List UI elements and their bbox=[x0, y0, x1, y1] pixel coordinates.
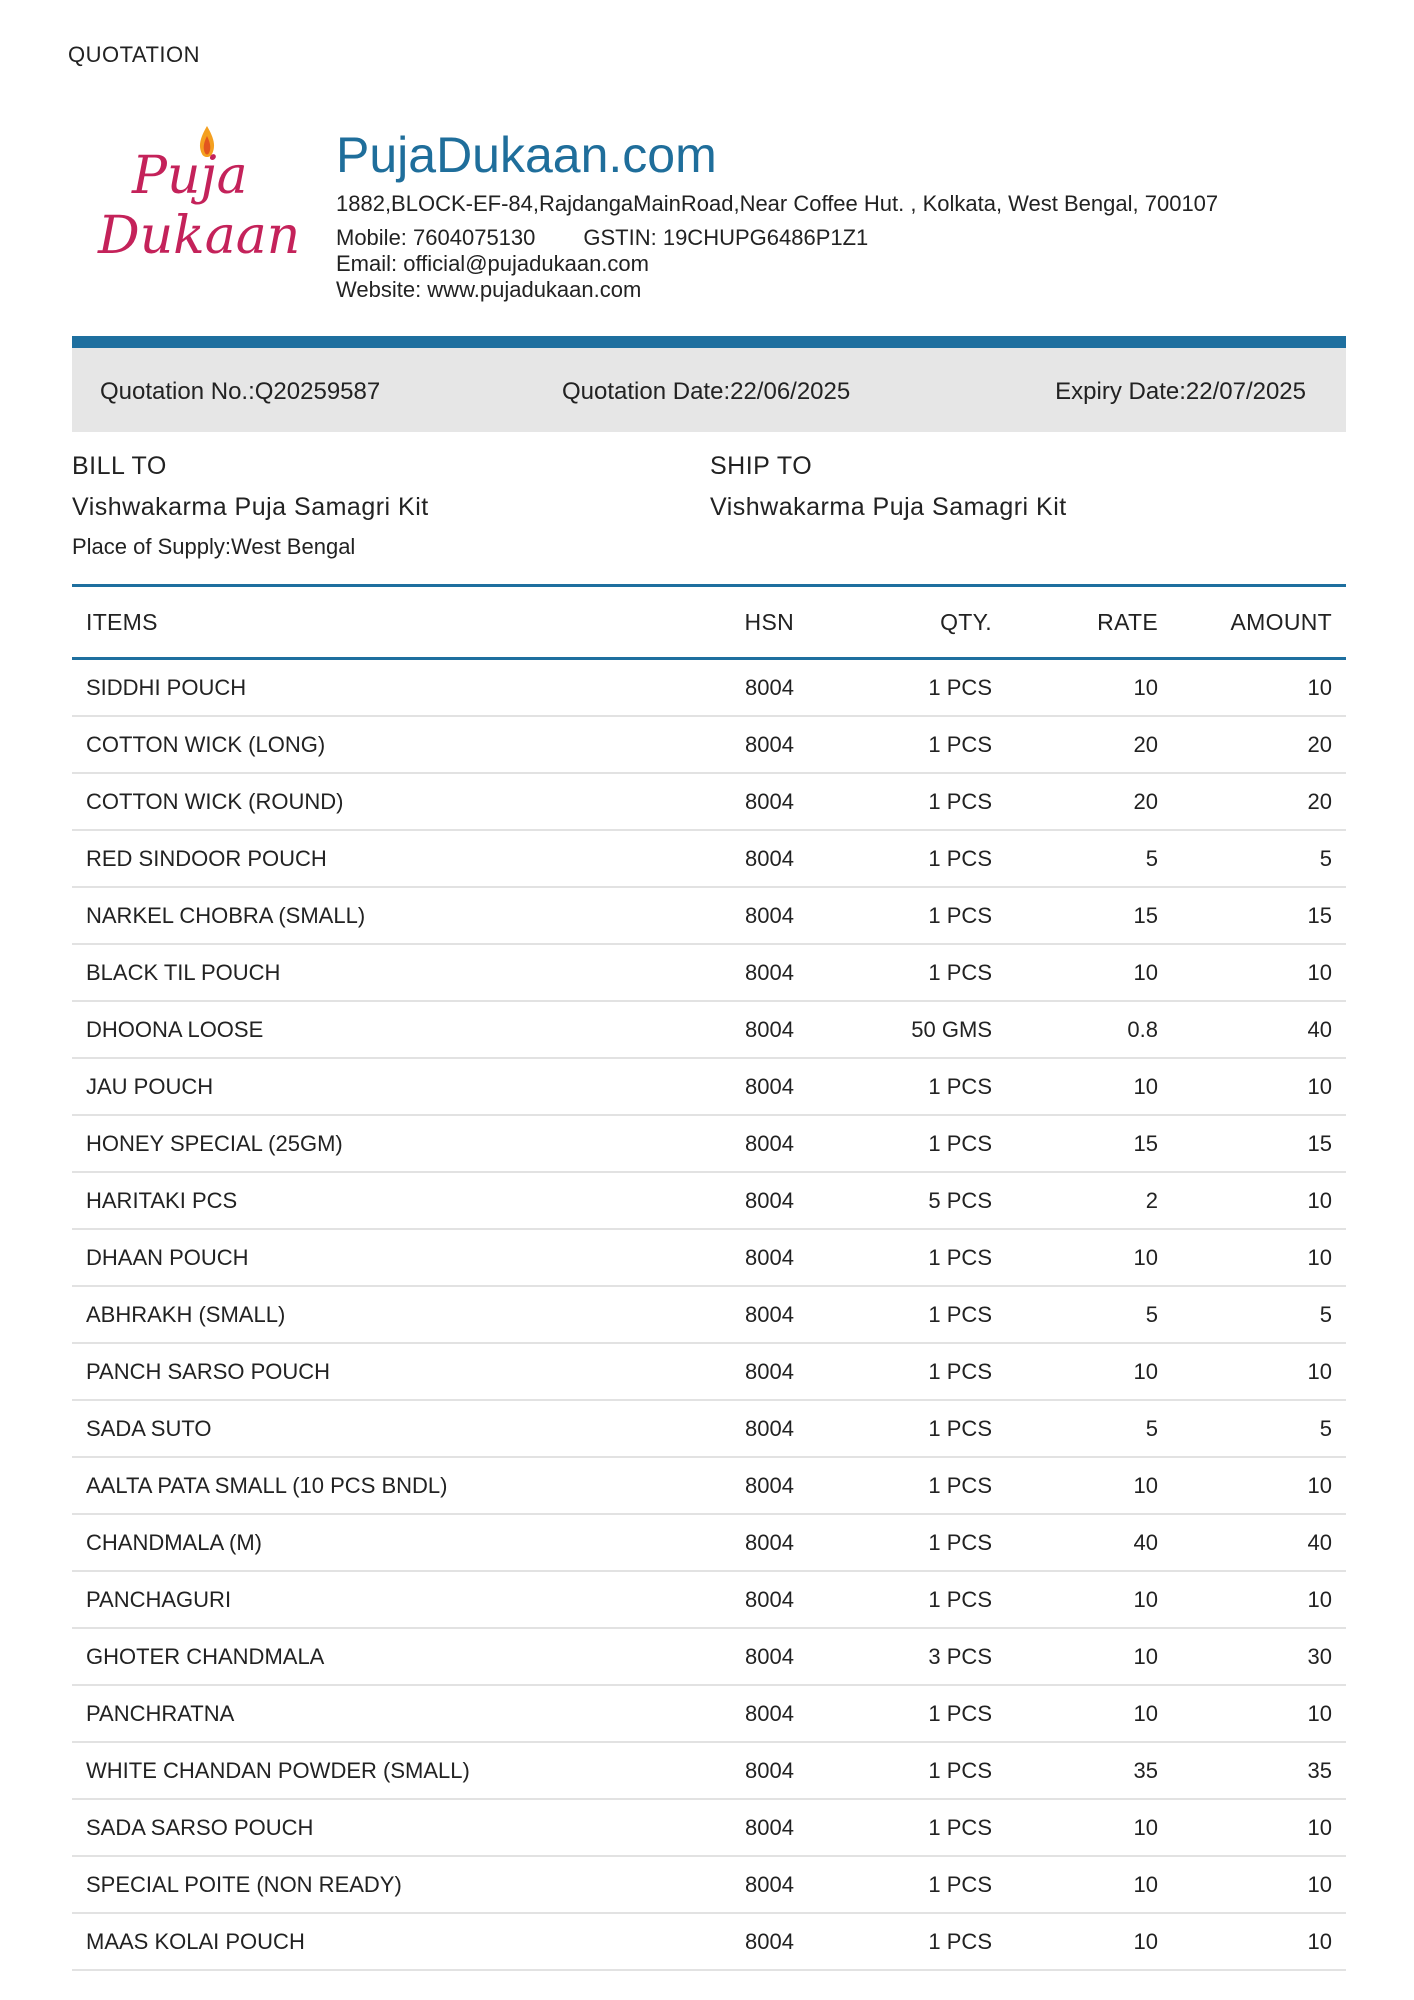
cell-rate: 10 bbox=[1006, 1229, 1172, 1286]
table-row bbox=[72, 1799, 1346, 1856]
quotation-number: Quotation No.:Q20259587 bbox=[100, 378, 381, 405]
cell-item: COTTON WICK (LONG) bbox=[72, 716, 700, 773]
cell-rate: 2 bbox=[1006, 1172, 1172, 1229]
cell-item: AALTA PATA SMALL (10 PCS BNDL) bbox=[72, 1457, 700, 1514]
table-row bbox=[72, 773, 1346, 830]
cell-amount: 10 bbox=[1172, 1457, 1346, 1514]
cell-rate: 40 bbox=[1006, 1514, 1172, 1571]
cell-hsn: 8004 bbox=[700, 1229, 808, 1286]
cell-hsn: 8004 bbox=[700, 1514, 808, 1571]
cell-hsn: 8004 bbox=[700, 1286, 808, 1343]
cell-qty: 1 PCS bbox=[808, 1058, 1006, 1115]
cell-rate: 20 bbox=[1006, 773, 1172, 830]
cell-amount: 10 bbox=[1172, 1913, 1346, 1970]
cell-item: GHOTER CHANDMALA bbox=[72, 1628, 700, 1685]
cell-qty: 1 PCS bbox=[808, 1115, 1006, 1172]
ship-to-heading: SHIP TO bbox=[710, 452, 813, 480]
cell-amount: 40 bbox=[1172, 1514, 1346, 1571]
cell-qty: 1 PCS bbox=[808, 1913, 1006, 1970]
cell-amount: 10 bbox=[1172, 1172, 1346, 1229]
cell-amount: 10 bbox=[1172, 1799, 1346, 1856]
cell-hsn: 8004 bbox=[700, 1400, 808, 1457]
cell-rate: 10 bbox=[1006, 1058, 1172, 1115]
header-rate: RATE bbox=[1006, 586, 1172, 659]
cell-qty: 1 PCS bbox=[808, 1799, 1006, 1856]
cell-amount: 10 bbox=[1172, 1229, 1346, 1286]
ship-to-name: Vishwakarma Puja Samagri Kit bbox=[710, 493, 1067, 521]
cell-rate: 15 bbox=[1006, 1115, 1172, 1172]
cell-rate: 0.8 bbox=[1006, 1001, 1172, 1058]
items-table bbox=[72, 584, 1346, 1971]
table-row bbox=[72, 1286, 1346, 1343]
company-mobile: Mobile: 7604075130 bbox=[336, 225, 536, 250]
cell-item: HONEY SPECIAL (25GM) bbox=[72, 1115, 700, 1172]
cell-amount: 20 bbox=[1172, 773, 1346, 830]
cell-item: MAAS KOLAI POUCH bbox=[72, 1913, 700, 1970]
cell-amount: 5 bbox=[1172, 1400, 1346, 1457]
table-row bbox=[72, 1058, 1346, 1115]
table-row bbox=[72, 830, 1346, 887]
company-website: Website: www.pujadukaan.com bbox=[336, 277, 642, 302]
table-row bbox=[72, 1514, 1346, 1571]
document-title: QUOTATION bbox=[68, 42, 201, 67]
header-hsn: HSN bbox=[700, 586, 808, 659]
cell-qty: 1 PCS bbox=[808, 716, 1006, 773]
cell-hsn: 8004 bbox=[700, 1457, 808, 1514]
cell-hsn: 8004 bbox=[700, 1058, 808, 1115]
table-row bbox=[72, 716, 1346, 773]
cell-amount: 10 bbox=[1172, 1685, 1346, 1742]
cell-qty: 1 PCS bbox=[808, 1457, 1006, 1514]
cell-item: NARKEL CHOBRA (SMALL) bbox=[72, 887, 700, 944]
cell-rate: 10 bbox=[1006, 659, 1172, 717]
company-address: 1882,BLOCK-EF-84,RajdangaMainRoad,Near Coffee Hut. , Kolkata, West Bengal, 700107 bbox=[336, 191, 1219, 216]
cell-amount: 10 bbox=[1172, 659, 1346, 717]
cell-qty: 5 PCS bbox=[808, 1172, 1006, 1229]
cell-amount: 10 bbox=[1172, 1343, 1346, 1400]
table-row bbox=[72, 944, 1346, 1001]
cell-amount: 30 bbox=[1172, 1628, 1346, 1685]
cell-item: PANCHRATNA bbox=[72, 1685, 700, 1742]
cell-rate: 35 bbox=[1006, 1742, 1172, 1799]
table-row bbox=[72, 1856, 1346, 1913]
expiry-date: Expiry Date:22/07/2025 bbox=[1055, 378, 1306, 405]
cell-item: SPECIAL POITE (NON READY) bbox=[72, 1856, 700, 1913]
cell-hsn: 8004 bbox=[700, 1115, 808, 1172]
cell-rate: 10 bbox=[1006, 1628, 1172, 1685]
cell-hsn: 8004 bbox=[700, 1571, 808, 1628]
company-email: Email: official@pujadukaan.com bbox=[336, 251, 649, 276]
cell-rate: 10 bbox=[1006, 1799, 1172, 1856]
table-row bbox=[72, 1628, 1346, 1685]
cell-qty: 1 PCS bbox=[808, 1343, 1006, 1400]
cell-hsn: 8004 bbox=[700, 1856, 808, 1913]
cell-amount: 15 bbox=[1172, 1115, 1346, 1172]
table-row bbox=[72, 1115, 1346, 1172]
cell-amount: 5 bbox=[1172, 830, 1346, 887]
company-gstin: GSTIN: 19CHUPG6486P1Z1 bbox=[583, 225, 869, 250]
cell-qty: 1 PCS bbox=[808, 1400, 1006, 1457]
company-logo bbox=[90, 122, 300, 272]
cell-hsn: 8004 bbox=[700, 830, 808, 887]
cell-item: RED SINDOOR POUCH bbox=[72, 830, 700, 887]
logo-text-line1: Puja bbox=[132, 146, 248, 206]
cell-hsn: 8004 bbox=[700, 1685, 808, 1742]
header-qty: QTY. bbox=[808, 586, 1006, 659]
cell-item: CHANDMALA (M) bbox=[72, 1514, 700, 1571]
cell-qty: 1 PCS bbox=[808, 1742, 1006, 1799]
cell-hsn: 8004 bbox=[700, 944, 808, 1001]
company-contact-row bbox=[336, 225, 1218, 251]
bill-to-heading: BILL TO bbox=[72, 452, 167, 480]
cell-rate: 10 bbox=[1006, 1571, 1172, 1628]
cell-hsn: 8004 bbox=[700, 1742, 808, 1799]
cell-item: COTTON WICK (ROUND) bbox=[72, 773, 700, 830]
cell-hsn: 8004 bbox=[700, 716, 808, 773]
cell-item: SIDDHI POUCH bbox=[72, 659, 700, 717]
cell-rate: 15 bbox=[1006, 887, 1172, 944]
table-row bbox=[72, 1913, 1346, 1970]
cell-qty: 3 PCS bbox=[808, 1628, 1006, 1685]
cell-rate: 10 bbox=[1006, 944, 1172, 1001]
cell-rate: 5 bbox=[1006, 1400, 1172, 1457]
cell-hsn: 8004 bbox=[700, 1172, 808, 1229]
logo-text-line2: Dukaan bbox=[98, 206, 301, 266]
cell-qty: 1 PCS bbox=[808, 944, 1006, 1001]
cell-qty: 1 PCS bbox=[808, 1571, 1006, 1628]
cell-item: DHAAN POUCH bbox=[72, 1229, 700, 1286]
table-row bbox=[72, 1172, 1346, 1229]
cell-hsn: 8004 bbox=[700, 1628, 808, 1685]
cell-amount: 20 bbox=[1172, 716, 1346, 773]
table-row bbox=[72, 1457, 1346, 1514]
header-items: ITEMS bbox=[72, 586, 700, 659]
cell-qty: 1 PCS bbox=[808, 1856, 1006, 1913]
bill-to-section bbox=[72, 452, 429, 560]
cell-qty: 1 PCS bbox=[808, 773, 1006, 830]
cell-amount: 15 bbox=[1172, 887, 1346, 944]
table-row bbox=[72, 1229, 1346, 1286]
cell-item: JAU POUCH bbox=[72, 1058, 700, 1115]
cell-qty: 1 PCS bbox=[808, 1514, 1006, 1571]
quotation-meta bbox=[72, 348, 1346, 432]
cell-rate: 20 bbox=[1006, 716, 1172, 773]
cell-rate: 10 bbox=[1006, 1685, 1172, 1742]
cell-hsn: 8004 bbox=[700, 1343, 808, 1400]
cell-hsn: 8004 bbox=[700, 1913, 808, 1970]
cell-item: WHITE CHANDAN POWDER (SMALL) bbox=[72, 1742, 700, 1799]
cell-amount: 35 bbox=[1172, 1742, 1346, 1799]
table-header-row bbox=[72, 586, 1346, 659]
company-info bbox=[336, 128, 1218, 303]
table-row bbox=[72, 1001, 1346, 1058]
company-name: PujaDukaan.com bbox=[336, 127, 717, 183]
quotation-date: Quotation Date:22/06/2025 bbox=[562, 378, 851, 405]
cell-rate: 10 bbox=[1006, 1343, 1172, 1400]
cell-qty: 1 PCS bbox=[808, 1685, 1006, 1742]
cell-item: DHOONA LOOSE bbox=[72, 1001, 700, 1058]
cell-amount: 10 bbox=[1172, 1856, 1346, 1913]
table-row bbox=[72, 1400, 1346, 1457]
cell-amount: 40 bbox=[1172, 1001, 1346, 1058]
cell-hsn: 8004 bbox=[700, 1001, 808, 1058]
cell-hsn: 8004 bbox=[700, 659, 808, 717]
cell-item: SADA SUTO bbox=[72, 1400, 700, 1457]
cell-qty: 1 PCS bbox=[808, 830, 1006, 887]
cell-qty: 50 GMS bbox=[808, 1001, 1006, 1058]
table-row bbox=[72, 659, 1346, 717]
cell-item: ABHRAKH (SMALL) bbox=[72, 1286, 700, 1343]
cell-amount: 10 bbox=[1172, 1571, 1346, 1628]
table-row bbox=[72, 1343, 1346, 1400]
cell-amount: 10 bbox=[1172, 1058, 1346, 1115]
bill-to-name: Vishwakarma Puja Samagri Kit bbox=[72, 493, 429, 521]
cell-amount: 5 bbox=[1172, 1286, 1346, 1343]
table-row bbox=[72, 1742, 1346, 1799]
cell-item: PANCH SARSO POUCH bbox=[72, 1343, 700, 1400]
cell-rate: 10 bbox=[1006, 1457, 1172, 1514]
cell-rate: 5 bbox=[1006, 830, 1172, 887]
header-divider bbox=[72, 336, 1346, 348]
cell-item: BLACK TIL POUCH bbox=[72, 944, 700, 1001]
cell-amount: 10 bbox=[1172, 944, 1346, 1001]
cell-qty: 1 PCS bbox=[808, 1229, 1006, 1286]
header-amount: AMOUNT bbox=[1172, 586, 1346, 659]
cell-qty: 1 PCS bbox=[808, 1286, 1006, 1343]
cell-qty: 1 PCS bbox=[808, 659, 1006, 717]
cell-item: PANCHAGURI bbox=[72, 1571, 700, 1628]
cell-hsn: 8004 bbox=[700, 887, 808, 944]
cell-rate: 10 bbox=[1006, 1913, 1172, 1970]
cell-rate: 5 bbox=[1006, 1286, 1172, 1343]
cell-item: HARITAKI PCS bbox=[72, 1172, 700, 1229]
cell-hsn: 8004 bbox=[700, 773, 808, 830]
table-row bbox=[72, 1685, 1346, 1742]
ship-to-section bbox=[710, 452, 1067, 534]
place-of-supply: Place of Supply:West Bengal bbox=[72, 534, 356, 559]
cell-item: SADA SARSO POUCH bbox=[72, 1799, 700, 1856]
cell-hsn: 8004 bbox=[700, 1799, 808, 1856]
cell-qty: 1 PCS bbox=[808, 887, 1006, 944]
cell-rate: 10 bbox=[1006, 1856, 1172, 1913]
table-row bbox=[72, 1571, 1346, 1628]
table-row bbox=[72, 887, 1346, 944]
